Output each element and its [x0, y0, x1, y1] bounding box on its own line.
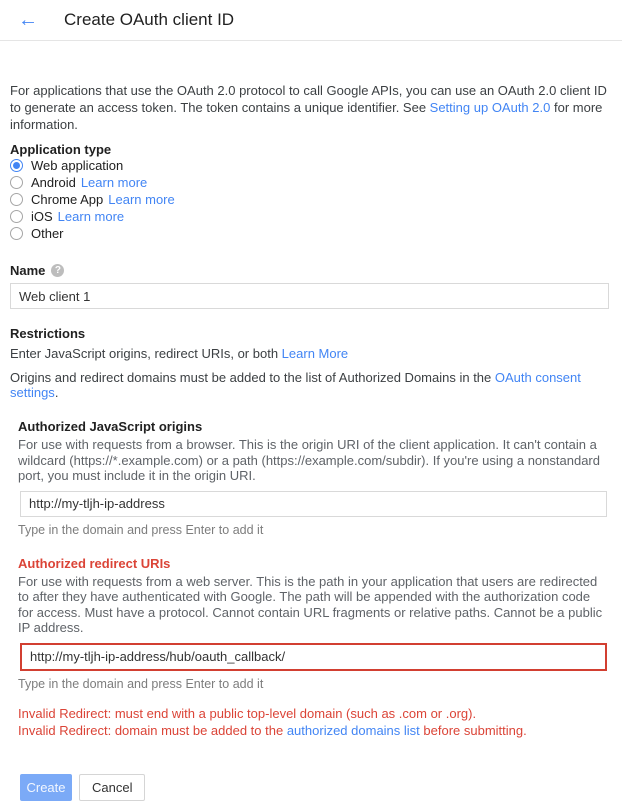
redirect-input[interactable] — [20, 643, 607, 671]
radio-unselected-icon[interactable] — [10, 227, 23, 240]
radio-label: Chrome App — [31, 192, 104, 207]
error-line-2 — [18, 722, 609, 739]
restrictions-line2-text: Origins and redirect domains must be added to the list of Authorized Domains in the — [10, 370, 495, 385]
page-title: Create OAuth client ID — [64, 10, 235, 29]
help-circle-icon[interactable]: ? — [51, 264, 64, 277]
radio-unselected-icon[interactable] — [10, 176, 23, 189]
radio-unselected-icon[interactable] — [10, 210, 23, 223]
radio-option-ios[interactable] — [10, 208, 609, 225]
name-label: Name — [10, 263, 46, 278]
intro-text-after: for more information. — [10, 100, 603, 132]
learn-more-link[interactable]: Learn more — [57, 209, 125, 224]
origins-helper-text: Type in the domain and press Enter to add it — [18, 522, 264, 537]
intro-paragraph — [10, 82, 610, 133]
restrictions-line1-text: Enter JavaScript origins, redirect URIs, or both — [10, 346, 282, 361]
radio-option-web-application[interactable] — [10, 157, 609, 174]
radio-label: Android — [31, 175, 76, 190]
action-buttons — [20, 774, 609, 801]
restrictions-line1 — [10, 346, 609, 361]
learn-more-link[interactable]: Learn more — [80, 175, 148, 190]
error-line-2-text: Invalid Redirect: domain must be added to the — [18, 722, 287, 738]
radio-option-chrome-app[interactable] — [10, 191, 609, 208]
form-content — [0, 82, 622, 801]
error-line-1: Invalid Redirect: must end with a public top-level domain (such as .com or .org). — [18, 705, 477, 721]
restrictions-block — [10, 326, 609, 400]
page-header — [0, 0, 622, 41]
cancel-button[interactable]: Cancel — [79, 774, 145, 801]
restrictions-line2 — [10, 370, 609, 400]
radio-unselected-icon[interactable] — [10, 193, 23, 206]
back-arrow-icon[interactable]: ← — [18, 9, 38, 31]
radio-option-android[interactable] — [10, 174, 609, 191]
origins-heading: Authorized JavaScript origins — [18, 419, 203, 434]
create-button[interactable]: Create — [20, 774, 72, 801]
radio-label: iOS — [31, 209, 53, 224]
radio-label: Web application — [31, 158, 124, 173]
redirect-helper-text: Type in the domain and press Enter to add it — [18, 676, 264, 691]
redirect-description: For use with requests from a web server. This is the path in your application that users are redirected to after they have authenticated with Google. The path will be appended with the authorization code for access. Must have a protocol. Cannot contain URL fragments or relative paths. Cannot be a public IP address. — [18, 573, 603, 635]
oauth-consent-settings-link[interactable]: OAuth consent settings — [10, 370, 581, 400]
redirect-heading: Authorized redirect URIs — [18, 555, 171, 571]
application-type-group — [10, 142, 609, 242]
error-line-2-after: before submitting. — [419, 722, 527, 738]
application-type-label: Application type — [10, 142, 112, 157]
authorized-redirect-uris-section — [18, 556, 609, 691]
validation-errors — [18, 705, 609, 739]
name-field-block — [10, 263, 609, 309]
learn-more-link[interactable]: Learn more — [108, 192, 175, 207]
restrictions-heading: Restrictions — [10, 326, 86, 341]
radio-option-other[interactable] — [10, 225, 609, 242]
restrictions-line2-after: . — [54, 385, 59, 400]
authorized-js-origins-section — [18, 419, 609, 537]
name-input[interactable] — [10, 283, 609, 309]
learn-more-link[interactable]: Learn More — [281, 346, 349, 361]
setting-up-oauth-link[interactable]: Setting up OAuth 2.0 — [429, 100, 551, 115]
authorized-domains-list-link[interactable]: authorized domains list — [286, 722, 420, 738]
radio-label: Other — [31, 226, 64, 241]
radio-selected-icon[interactable] — [10, 159, 23, 172]
intro-text-before: For applications that use the OAuth 2.0 protocol to call Google APIs, you can use an OAuth 2.0 client ID to generate an access token. The token contains a unique identifier. See — [10, 83, 607, 115]
origins-input[interactable] — [20, 491, 607, 517]
origins-description: For use with requests from a browser. This is the origin URI of the client application. It can't contain a wildcard (https://*.example.com) or a path (https://example.com/subdir). If you're using a nonstandard port, you must include it in the origin URI. — [18, 437, 600, 483]
